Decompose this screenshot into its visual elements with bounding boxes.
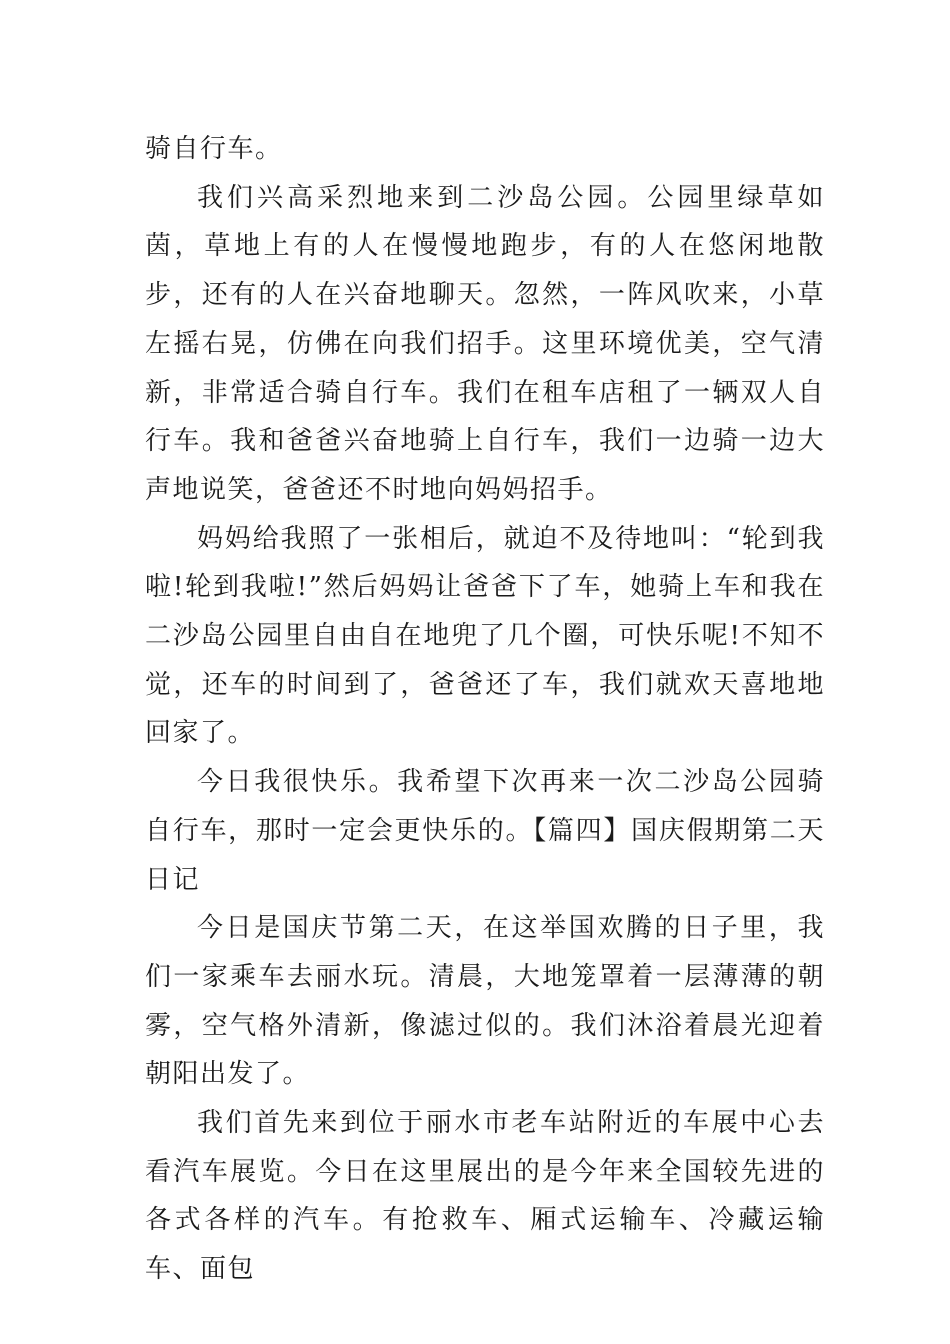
document-page xyxy=(145,125,825,1294)
paragraph-happy-day: 今日我很快乐。我希望下次再来一次二沙岛公园骑自行车，那时一定会更快乐的。【篇四】国庆假期第二天日记 xyxy=(145,767,825,895)
paragraph-mom-turn: 妈妈给我照了一张相后，就迫不及待地叫：“轮到我啦!轮到我啦!”然后妈妈让爸爸下了车，她骑上车和我在二沙岛公园里自由自在地兜了几个圈，可快乐呢!不知不觉，还车的时间到了，爸爸还了车，我们就欢天喜地地回家了。 xyxy=(145,523,825,749)
paragraph-continuation: 骑自行车。 xyxy=(145,134,283,164)
paragraph-park-arrival: 我们兴高采烈地来到二沙岛公园。公园里绿草如茵，草地上有的人在慢慢地跑步，有的人在悠闲地散步，还有的人在兴奋地聊天。忽然，一阵风吹来，小草左摇右晃，仿佛在向我们招手。这里环境优美，空气清新，非常适合骑自行车。我们在租车店租了一辆双人自行车。我和爸爸兴奋地骑上自行车，我们一边骑一边大声地说笑，爸爸还不时地向妈妈招手。 xyxy=(145,182,825,505)
paragraph-national-day: 今日是国庆节第二天，在这举国欢腾的日子里，我们一家乘车去丽水玩。清晨，大地笼罩着一层薄薄的朝雾，空气格外清新，像滤过似的。我们沐浴着晨光迎着朝阳出发了。 xyxy=(145,913,825,1090)
paragraph-car-show: 我们首先来到位于丽水市老车站附近的车展中心去看汽车展览。今日在这里展出的是今年来全国较先进的各式各样的汽车。有抢救车、厢式运输车、冷藏运输车、面包 xyxy=(145,1108,825,1285)
